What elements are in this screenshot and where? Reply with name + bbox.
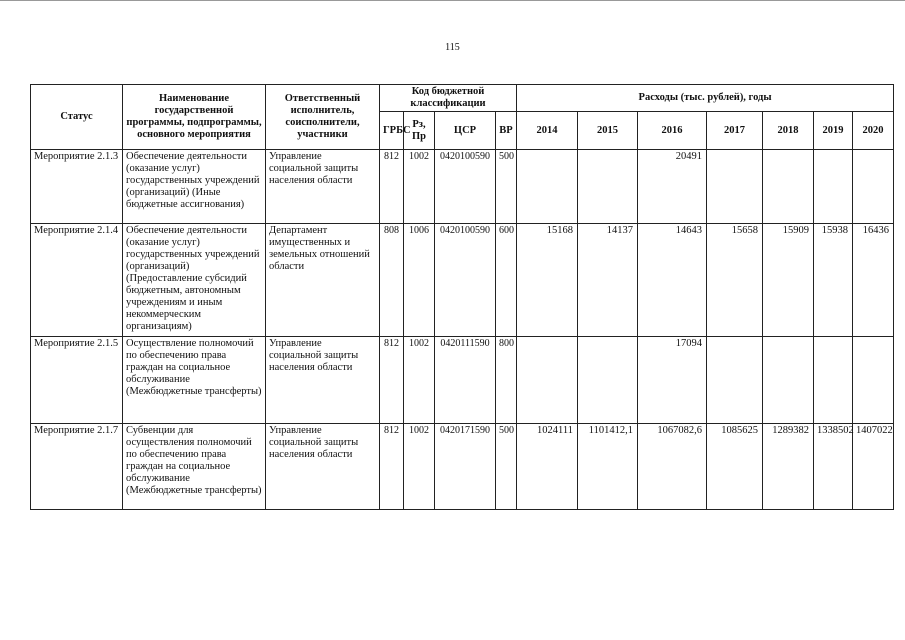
row-value-2017 — [707, 150, 763, 224]
row-value-2017: 15658 — [707, 224, 763, 337]
table-row — [31, 224, 894, 337]
header-year-2018: 2018 — [763, 112, 814, 150]
header-rz-pr: Рз, Пр — [404, 112, 435, 150]
row-executor: Управление социальной защиты населения области — [266, 337, 380, 424]
row-value-2015: 1101412,1 — [578, 424, 638, 510]
row-value-2014 — [517, 337, 578, 424]
row-value-2015: 14137 — [578, 224, 638, 337]
row-rz-pr: 1006 — [404, 224, 435, 337]
header-grbs: ГРБС — [380, 112, 404, 150]
row-name: Обеспечение деятельности (оказание услуг) государственных учреждений (организаций) (Предоставление субсидий бюджетным, автономным учреждениям и иным некоммерческим организациям) — [123, 224, 266, 337]
row-grbs: 812 — [380, 424, 404, 510]
row-value-2020 — [853, 337, 894, 424]
row-value-2020 — [853, 150, 894, 224]
row-executor: Управление социальной защиты населения области — [266, 424, 380, 510]
row-value-2017 — [707, 337, 763, 424]
row-value-2019: 1338502 — [814, 424, 853, 510]
row-csr: 0420171590 — [435, 424, 496, 510]
budget-table — [30, 84, 894, 510]
row-grbs: 812 — [380, 337, 404, 424]
header-year-2014: 2014 — [517, 112, 578, 150]
row-value-2018: 15909 — [763, 224, 814, 337]
row-rz-pr: 1002 — [404, 150, 435, 224]
row-status: Мероприятие 2.1.3 — [31, 150, 123, 224]
row-rz-pr: 1002 — [404, 424, 435, 510]
row-vr: 500 — [496, 150, 517, 224]
row-executor: Департамент имущественных и земельных отношений области — [266, 224, 380, 337]
header-csr: ЦСР — [435, 112, 496, 150]
row-value-2014: 15168 — [517, 224, 578, 337]
table-row — [31, 150, 894, 224]
row-executor: Управление социальной защиты населения области — [266, 150, 380, 224]
header-status: Статус — [31, 85, 123, 150]
row-value-2016: 20491 — [638, 150, 707, 224]
row-value-2018 — [763, 150, 814, 224]
row-grbs: 808 — [380, 224, 404, 337]
row-rz-pr: 1002 — [404, 337, 435, 424]
row-status: Мероприятие 2.1.7 — [31, 424, 123, 510]
row-status: Мероприятие 2.1.5 — [31, 337, 123, 424]
row-value-2016: 14643 — [638, 224, 707, 337]
row-value-2014 — [517, 150, 578, 224]
header-vr: ВР — [496, 112, 517, 150]
row-vr: 800 — [496, 337, 517, 424]
header-name: Наименование государственной программы, подпрограммы, основного мероприятия — [123, 85, 266, 150]
row-value-2014: 1024111 — [517, 424, 578, 510]
header-year-2016: 2016 — [638, 112, 707, 150]
table-row — [31, 424, 894, 510]
row-value-2018: 1289382 — [763, 424, 814, 510]
row-value-2018 — [763, 337, 814, 424]
row-grbs: 812 — [380, 150, 404, 224]
scan-edge-top — [0, 0, 905, 1]
row-csr: 0420100590 — [435, 150, 496, 224]
header-year-2019: 2019 — [814, 112, 853, 150]
row-value-2019 — [814, 337, 853, 424]
header-executor: Ответственный исполнитель, соисполнители, участники — [266, 85, 380, 150]
row-value-2020: 1407022 — [853, 424, 894, 510]
header-year-2015: 2015 — [578, 112, 638, 150]
row-csr: 0420111590 — [435, 337, 496, 424]
row-csr: 0420100590 — [435, 224, 496, 337]
row-value-2017: 1085625 — [707, 424, 763, 510]
table-row — [31, 337, 894, 424]
row-status: Мероприятие 2.1.4 — [31, 224, 123, 337]
row-value-2020: 16436 — [853, 224, 894, 337]
row-value-2015 — [578, 150, 638, 224]
row-name: Обеспечение деятельности (оказание услуг) государственных учреждений (организаций) (Иные бюджетные ассигнования) — [123, 150, 266, 224]
row-name: Субвенции для осуществления полномочий по обеспечению права граждан на социальное обслуживание (Межбюджетные трансферты) — [123, 424, 266, 510]
row-value-2019: 15938 — [814, 224, 853, 337]
header-budget-code: Код бюджетной классификации — [380, 85, 517, 112]
row-vr: 500 — [496, 424, 517, 510]
row-value-2016: 17094 — [638, 337, 707, 424]
header-year-2020: 2020 — [853, 112, 894, 150]
header-expenses: Расходы (тыс. рублей), годы — [517, 85, 894, 112]
row-value-2019 — [814, 150, 853, 224]
row-vr: 600 — [496, 224, 517, 337]
row-value-2016: 1067082,6 — [638, 424, 707, 510]
row-value-2015 — [578, 337, 638, 424]
header-year-2017: 2017 — [707, 112, 763, 150]
page-number: 115 — [445, 42, 460, 53]
row-name: Осуществление полномочий по обеспечению права граждан на социальное обслуживание (Межбюджетные трансферты) — [123, 337, 266, 424]
